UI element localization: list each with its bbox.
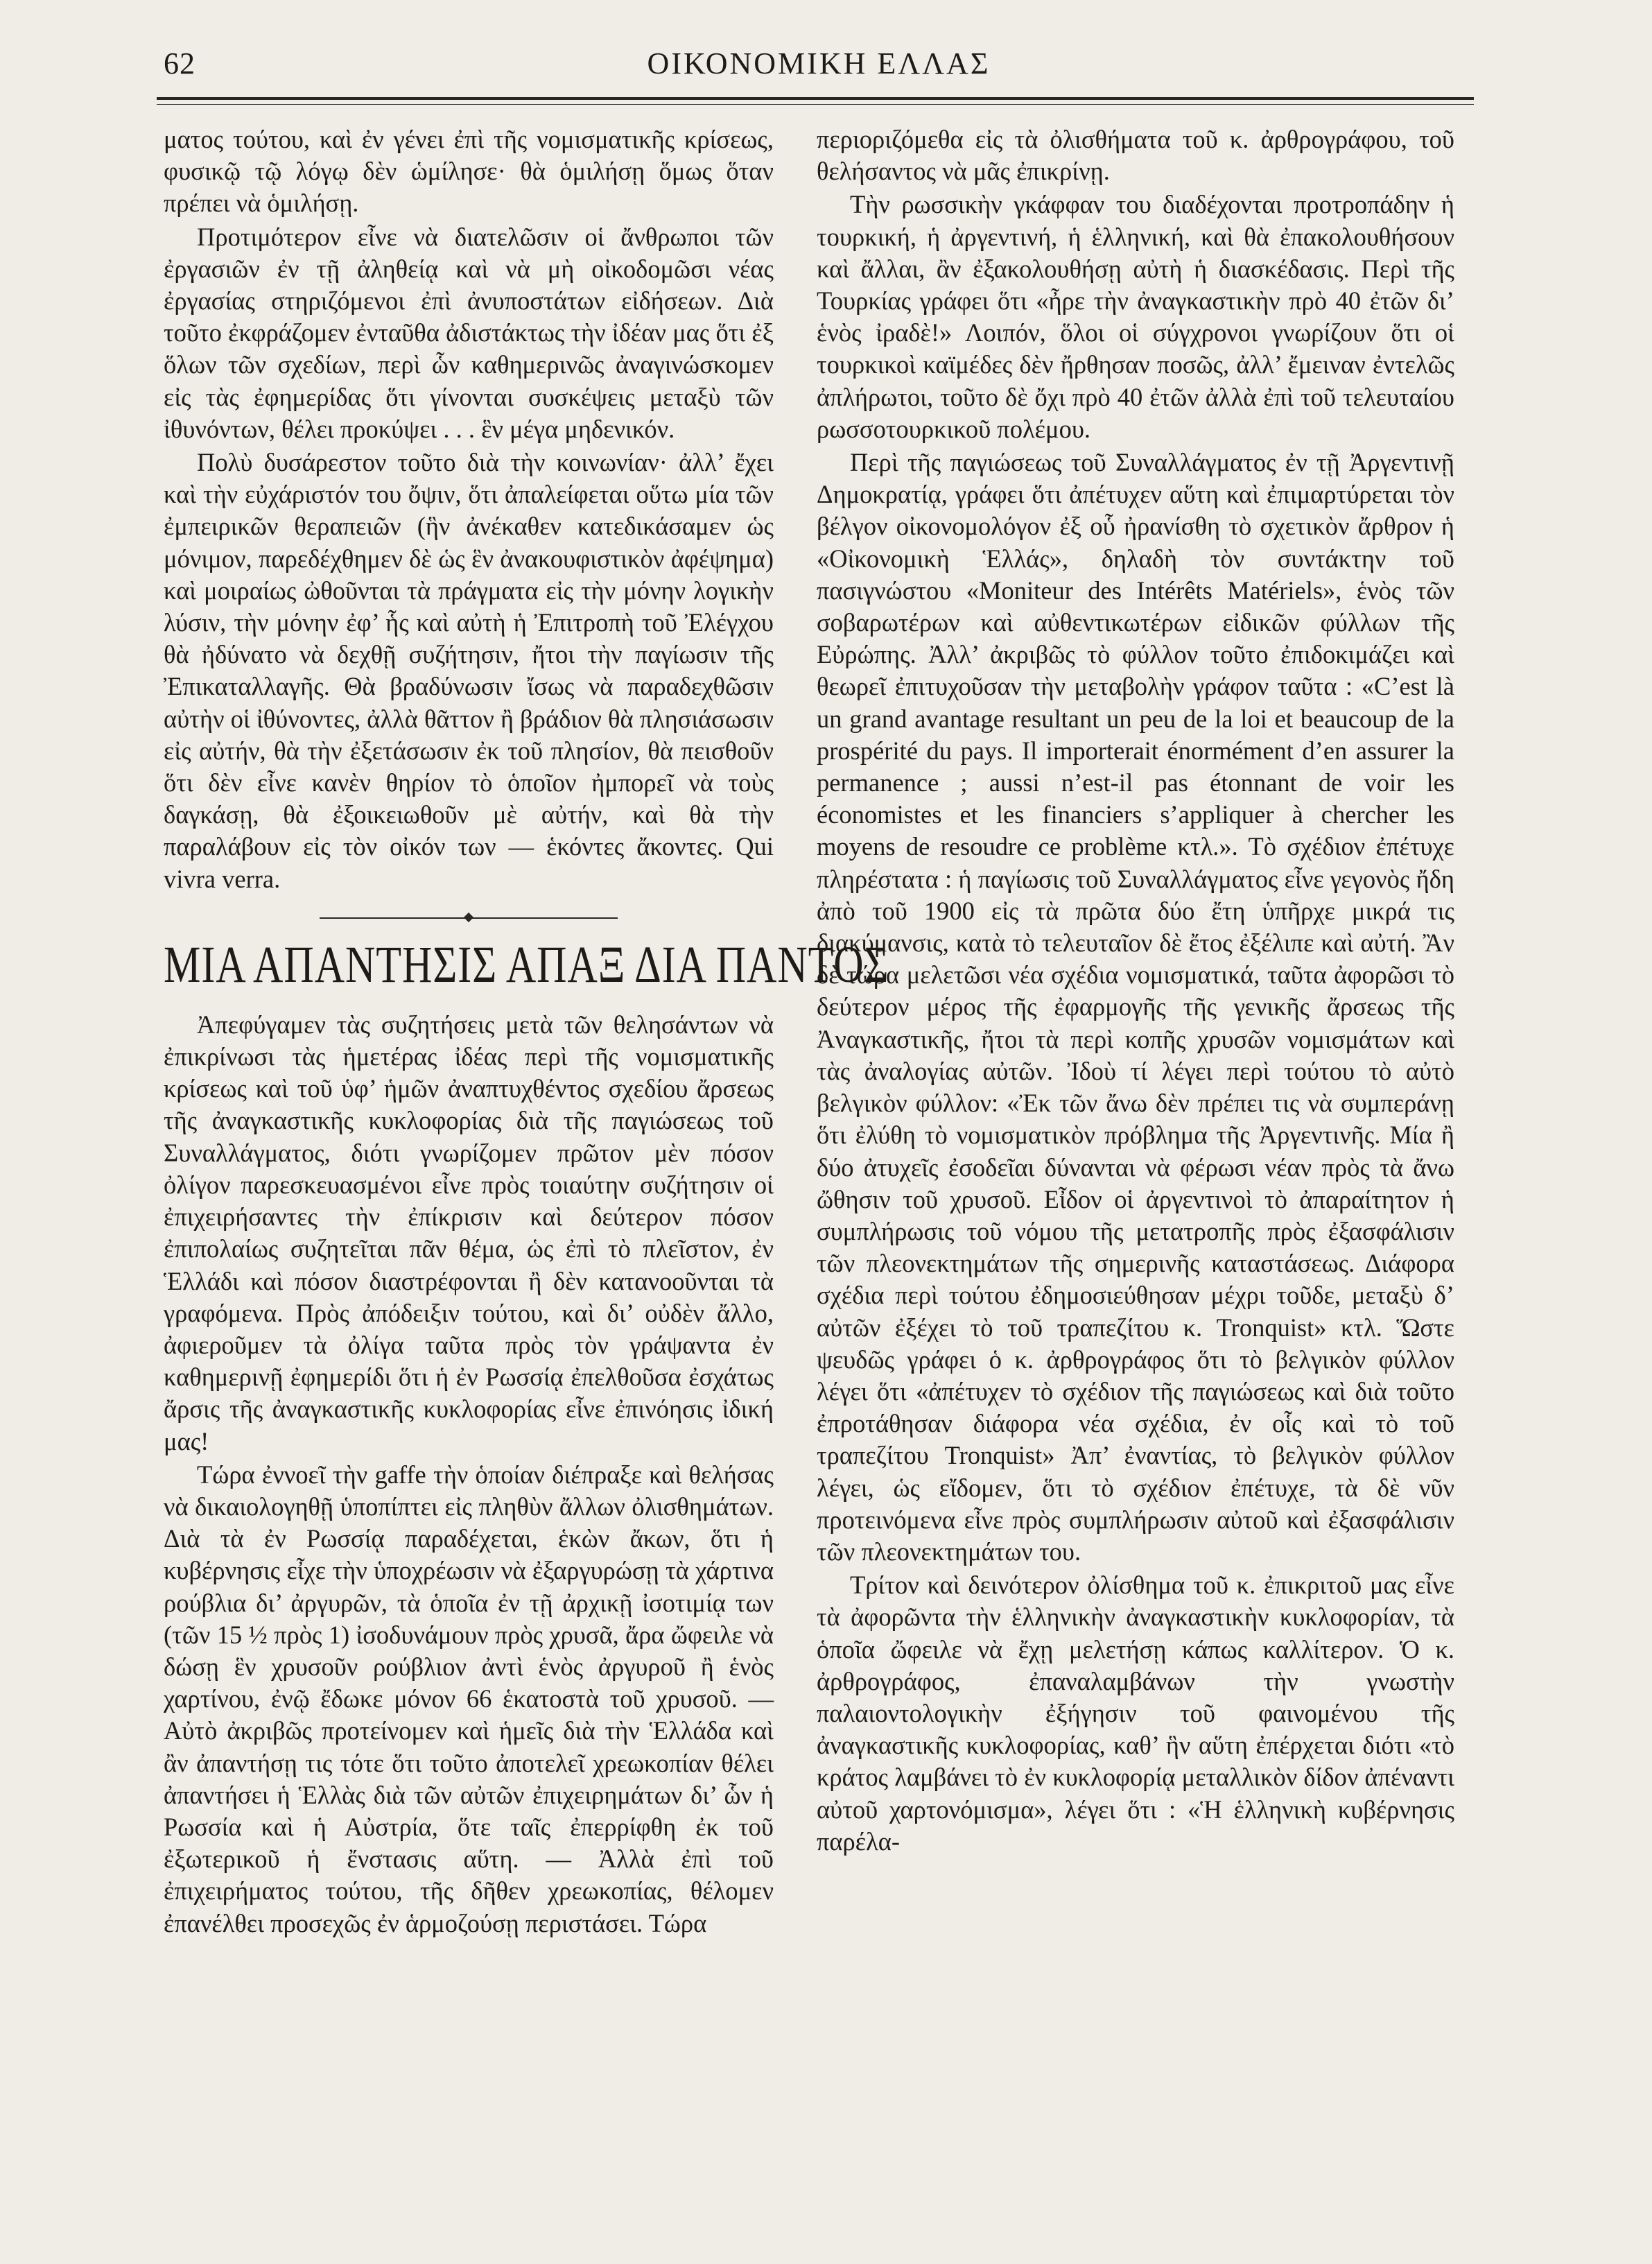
section-divider [320, 913, 618, 923]
article-paragraph: περιοριζόμεθα εἰς τὰ ὀλισθήματα τοῦ κ. ἀρθρογράφου, τοῦ θελήσαντος νὰ μᾶς ἐπικρίνῃ. [817, 125, 1454, 186]
divider-ornament-icon [464, 913, 473, 922]
intro-paragraph: ματος τούτου, καὶ ἐν γένει ἐπὶ τῆς νομισματικῆς κρίσεως, φυσικῷ τῷ λόγῳ δὲν ὡμίλησε· θὰ ὁμιλήσῃ ὅμως ὅταν πρέπει νὰ ὁμιλήσῃ. [164, 125, 774, 218]
article-title: ΜΙΑ ΑΠΑΝΤΗΣΙΣ ΑΠΑΞ ΔΙΑ ΠΑΝΤΟΣ [164, 935, 889, 994]
article-paragraph: Περὶ τῆς παγιώσεως τοῦ Συναλλάγματος ἐν τῇ Ἀργεντινῇ Δημοκρατίᾳ, γράφει ὅτι ἀπέτυχεν αὕτη καὶ ἐπιμαρτύρεται τὸν βέλγον οἰκονομολόγον ἐξ οὗ ἠρανίσθη τὸ σχετικὸν ἄρθρον ἡ «Οἰκονομικὴ Ἑλλάς», δηλαδὴ τὸν συντάκτην τοῦ πασιγνώστου «Moniteur des Intérêts Matériels», ἑνὸς τῶν σοβαρωτέρων καὶ αὐθεντικωτέρων εἰδικῶν φύλλων τῆς Εὐρώπης. Ἀλλ’ ἀκριβῶς τὸ φύλλον τοῦτο ἐπιδοκιμάζει καὶ θεωρεῖ ἐπιτυχοῦσαν τὴν μεταβολὴν γράφον ταῦτα : «C’est là un grand avantage resultant un peu de la loi et beaucoup de la prospérité du pays. Il importerait énormément d’en assurer la permanence ; aussi n’est-il pas étonnant de voir les économistes et les financiers s’appliquer à chercher les moyens de resoudre ce problème κτλ.». Τὸ σχέδιον ἐπέτυχε πληρέστατα : ἡ παγίωσις τοῦ Συναλλάγματος εἶνε γεγονὸς ἤδη ἀπὸ τοῦ 1900 εἰς τὰ πρῶτα δύο ἔτη ὑπῆρχε μικρά τις διακύμανσις, κατὰ τὸ τελευταῖον δὲ ἔτος ἐξέλιπε καὶ αὐτή. Ἂν δὲ τώρα μελετῶσι νέα σχέδια νομισματικά, ταῦτα ἀφορῶσι τὸ δεύτερον μέρος τῆς ἐφαρμογῆς τῆς γενικῆς ἄρσεως τῆς Ἀναγκαστικῆς, ἤτοι τὰ περὶ κοπῆς χρυσῶν νομισμάτων καὶ τὰς ἀναλογίας αὐτῶν. Ἰδοὺ τί λέγει περὶ τούτου τὸ αὐτὸ βελγικὸν φύλλον: «Ἐκ τῶν ἄνω δὲν πρέπει τις νὰ συμπεράνῃ ὅτι ἐλύθη τὸ νομισματικὸν πρόβλημα τῆς Ἀργεντινῆς. Μία ἢ δύο ἀτυχεῖς ἐσοδεῖαι δύνανται νὰ φέρωσι νέαν πρὸς τὰ ἄνω ὤθησιν τοῦ χρυσοῦ. Εἶδον οἱ ἀργεντινοὶ τὸ ἀπαραίτητον ἡ συμπλήρωσις τοῦ νόμου τῆς μετατροπῆς πρὸς ἐξασφάλισιν τῶν πλεονεκτημάτων τῆς σημερινῆς καταστάσεως. Διάφορα σχέδια περὶ τούτου ἐδημοσιεύθησαν μέχρι τοῦδε, μεταξὺ δ’ αὐτῶν ἐξέχει τὸ τοῦ τραπεζίτου κ. Tronquist» κτλ. Ὥστε ψευδῶς γράφει ὁ κ. ἀρθρογράφος ὅτι τὸ βελγικὸν φύλλον λέγει ὅτι «ἀπέτυχεν τὸ σχέδιον τῆς παγιώσεως καὶ διὰ τοῦτο ἐπροτάθησαν διάφορα νέα σχέδια, ἐν οἷς καὶ τὸ τοῦ τραπεζίτου Tronquist» Ἀπ’ ἐναντίας, τὸ βελγικὸν φύλλον λέγει, ὡς εἴδομεν, ὅτι τὸ σχέδιον ἐπέτυχε, τὰ δὲ νῦν προτεινόμενα εἶνε πρὸς συμπλήρωσιν αὐτοῦ καὶ ἐξασφάλισιν τῶν πλεονεκτημάτων του. [817, 448, 1454, 1566]
header-rule [157, 97, 1474, 100]
journal-title: ΟΙΚΟΝΟΜΙΚΗ ΕΛΛΑΣ [647, 46, 991, 80]
page-number: 62 [164, 46, 195, 80]
header-rule-thin [157, 104, 1474, 105]
intro-paragraph: Πολὺ δυσάρεστον τοῦτο διὰ τὴν κοινωνίαν· ἀλλ’ ἔχει καὶ τὴν εὐχάριστόν του ὄψιν, ὅτι ἀπαλείφεται οὕτω μία τῶν ἐμπειρικῶν θεραπειῶν (ἣν ἀνέκαθεν κατεδικάσαμεν ὡς μόνιμον, παρεδέχθημεν δὲ ὡς ἓν ἀνακουφιστικὸν ἀφέψημα) καὶ μοιραίως ὠθοῦνται τὰ πράγματα εἰς τὴν μόνην λογικὴν λύσιν, τὴν μόνην ἐφ’ ἧς καὶ αὐτὴ ἡ Ἐπιτροπὴ τοῦ Ἐλέγχου θὰ ἠδύνατο νὰ δεχθῇ συζήτησιν, ἤτοι τὴν παγίωσιν τῆς Ἐπικαταλλαγῆς. Θὰ βραδύνωσιν ἴσως νὰ παραδεχθῶσιν αὐτὴν οἱ ἰθύνοντες, ἀλλὰ θᾶττον ἢ βράδιον θὰ πλησιάσωσιν εἰς αὐτήν, θὰ τὴν ἐξετάσωσιν ἐκ τοῦ πλησίον, θὰ πεισθοῦν ὅτι δὲν εἶνε κανὲν θηρίον τὸ ὁποῖον ἠμπορεῖ νὰ τοὺς δαγκάσῃ, θὰ ἐξοικειωθοῦν μὲ αὐτήν, καὶ θὰ τὴν παραλάβουν εἰς τὸν οἰκόν των — ἑκόντες ἄκοντες. Qui vivra verra. [164, 448, 774, 893]
article-paragraph: Τρίτον καὶ δεινότερον ὀλίσθημα τοῦ κ. ἐπικριτοῦ μας εἶνε τὰ ἀφορῶντα τὴν ἑλληνικὴν ἀναγκαστικὴν κυκλοφορίαν, τὰ ὁποῖα ὤφειλε νὰ ἔχῃ μελετήσῃ κάπως καλλίτερον. Ὁ κ. ἀρθρογράφος, ἐπαναλαμβάνων τὴν γνωστὴν παλαιοντολογικὴν ἐξήγησιν τοῦ φαινομένου τῆς ἀναγκαστικῆς κυκλοφορίας, καθ’ ἣν αὕτη ἐπέρχεται διότι «τὸ κράτος λαμβάνει τὸ ἐν κυκλοφορίᾳ μεταλλικὸν δίδον ἀπέναντι αὐτοῦ χαρτονόμισμα», λέγει ὅτι : «Ἡ ἑλληνικὴ κυβέρνησις παρέλα- [817, 1571, 1454, 1856]
right-column [817, 123, 1454, 1858]
article-paragraph: Τώρα ἐννοεῖ τὴν gaffe τὴν ὁποίαν διέπραξε καὶ θελήσας νὰ δικαιολογηθῇ ὑποπίπτει εἰς πληθὺν ἄλλων ὀλισθημάτων. Διὰ τὰ ἐν Ρωσσίᾳ παραδέχεται, ἑκὼν ἄκων, ὅτι ἡ κυβέρνησις εἶχε τὴν ὑποχρέωσιν νὰ ἐξαργυρώσῃ τὰ χάρτινα ρούβλια δι’ ἀργυρῶν, τὰ ὁποῖα ἐν τῇ ἀρχικῇ ἰσοτιμίᾳ των (τῶν 15 ½ πρὸς 1) ἰσοδυνάμουν πρὸς χρυσᾶ, ἄρα ὤφειλε νὰ δώσῃ ἓν χρυσοῦν ρούβλιον ἀντὶ ἑνὸς ἀργυροῦ ἢ ἑνὸς χαρτίνου, ἐνῷ ἔδωκε μόνον 66 ἑκατοστὰ τοῦ χρυσοῦ. — Αὐτὸ ἀκριβῶς προτείνομεν καὶ ἡμεῖς διὰ τὴν Ἑλλάδα καὶ ἂν ἀπαντήσῃ τις τότε ὅτι τοῦτο ἀποτελεῖ χρεωκοπίαν θέλει ἀπαντήσει ἡ Ἑλλὰς διὰ τῶν αὐτῶν ἐπιχειρημάτων δι’ ὧν ἡ Ρωσσία καὶ ἡ Αὐστρία, ὅτε ταῖς ἐπερρίφθη ἐκ τοῦ ἐξωτερικοῦ ἡ ἔνστασις αὕτη. — Ἀλλὰ ἐπὶ τοῦ ἐπιχειρήματος τούτου, τῆς δῆθεν χρεωκοπίας, θέλομεν ἐπανέλθει προσεχῶς ἐν ἁρμοζούσῃ περιστάσει. Τώρα [164, 1460, 774, 1937]
running-head [164, 43, 1474, 92]
left-column [164, 123, 889, 1939]
article-paragraph: Ἀπεφύγαμεν τὰς συζητήσεις μετὰ τῶν θελησάντων νὰ ἐπικρίνωσι τὰς ἡμετέρας ἰδέας περὶ τῆς νομισματικῆς κρίσεως καὶ τοῦ ὑφ’ ἡμῶν ἀναπτυχθέντος σχεδίου ἄρσεως τῆς ἀναγκαστικῆς κυκλοφορίας διὰ τῆς παγιώσεως τοῦ Συναλλάγματος, διότι γνωρίζομεν πρῶτον μὲν πόσον ὀλίγον παρεσκευασμένοι εἶνε πρὸς τοιαύτην συζήτησιν οἱ ἐπιχειρήσαντες τὴν ἐπίκρισιν καὶ δεύτερον πόσον ἐπιπολαίως συζητεῖται πᾶν θέμα, ὡς ἐπὶ τὸ πλεῖστον, ἐν Ἑλλάδι καὶ πόσον διαστρέφονται ἢ δὲν κατανοοῦνται τὰ γραφόμενα. Πρὸς ἀπόδειξιν τούτου, καὶ δι’ οὐδὲν ἄλλο, ἀφιεροῦμεν τὰ ὀλίγα ταῦτα πρὸς τὸν γράψαντα ἐν καθημερινῇ ἐφημερίδι ὅτι ἡ ἐν Ρωσσίᾳ ἐπελθοῦσα ἐσχάτως ἄρσις τῆς ἀναγκαστικῆς κυκλοφορίας εἶνε ἐπινόησις ἰδική μας! [164, 1010, 774, 1455]
intro-paragraph: Προτιμότερον εἶνε νὰ διατελῶσιν οἱ ἄνθρωποι τῶν ἐργασιῶν ἐν τῇ ἀληθείᾳ καὶ νὰ μὴ οἰκοδομῶσι νέας ἐργασίας στηριζόμενοι ἐπὶ ἀνυποστάτων εἰδήσεων. Διὰ τοῦτο ἐκφράζομεν ἐνταῦθα ἀδιστάκτως τὴν ἰδέαν μας ὅτι ἐξ ὅλων τῶν σχεδίων, περὶ ὧν καθημερινῶς ἀναγινώσκομεν εἰς τὰς ἐφημερίδας ὅτι γίνονται συσκέψεις μεταξὺ τῶν ἰθυνόντων, θέλει προκύψει . . . ἓν μέγα μηδενικόν. [164, 222, 774, 443]
article-paragraph: Τὴν ρωσσικὴν γκάφφαν του διαδέχονται προτροπάδην ἡ τουρκική, ἡ ἀργεντινή, ἡ ἑλληνική, καὶ θὰ ἐπακολουθήσουν καὶ ἄλλαι, ἂν ἐξακολουθήσῃ αὐτὴ ἡ διασκέδασις. Περὶ τῆς Τουρκίας γράφει ὅτι «ἦρε τὴν ἀναγκαστικὴν πρὸ 40 ἐτῶν δι’ ἑνὸς ἰραδὲ!» Λοιπόν, ὅλοι οἱ σύγχρονοι γνωρίζουν ὅτι οἱ τουρκικοὶ καϊμέδες δὲν ἤρθησαν ποσῶς, ἀλλ’ ἔμειναν ἐντελῶς ἀπλήρωτοι, τοῦτο δὲ ὄχι πρὸ 40 ἐτῶν ἀλλὰ ἐπὶ τοῦ τελευταίου ρωσσοτουρκικοῦ πολέμου. [817, 190, 1454, 443]
